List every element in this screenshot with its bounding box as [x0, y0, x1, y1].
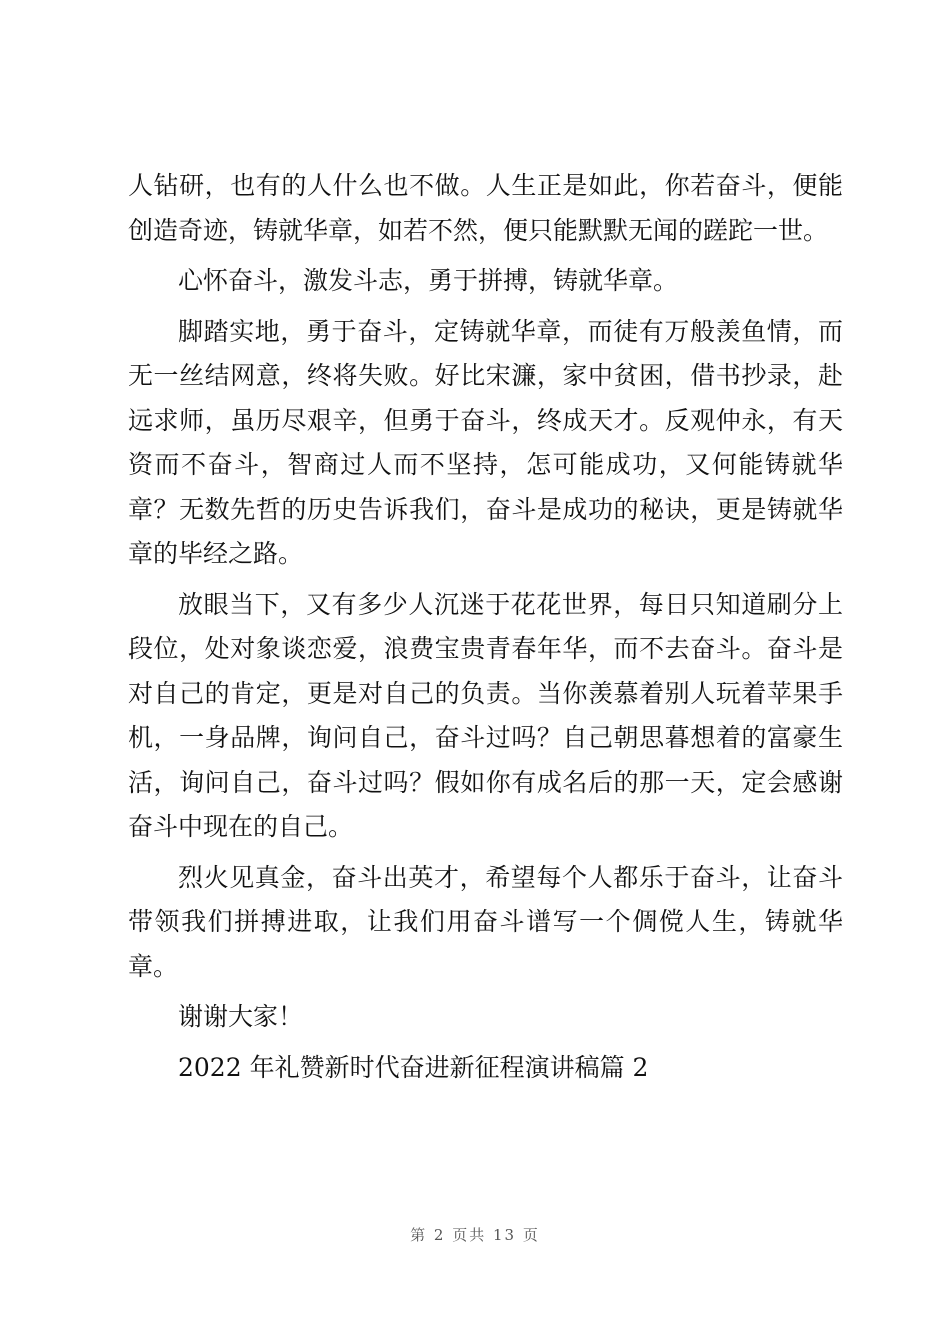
paragraph-conclusion: 烈火见真金，奋斗出英才，希望每个人都乐于奋斗，让奋斗带领我们拼搏进取，让我们用奋斗谱写一个倜傥人生，铸就华章。: [128, 862, 843, 981]
page-number-footer: 第 2 页共 13 页: [410, 1226, 540, 1244]
document-body: [128, 164, 843, 1090]
paragraph-present: 放眼当下，又有多少人沉迷于花花世界，每日只知道刷分上段位，处对象谈恋爱，浪费宝贵青春年华，而不去奋斗。奋斗是对自己的肯定，更是对自己的负责。当你羡慕着别人玩着苹果手机，一身品牌，询问自己，奋斗过吗？自己朝思暮想着的富豪生活，询问自己，奋斗过吗？假如你有成名后的那一天，定会感谢奋斗中现在的自己。: [128, 589, 843, 841]
paragraph-theme: 心怀奋斗，激发斗志，勇于拼搏，铸就华章。: [178, 266, 679, 295]
paragraph-examples: 脚踏实地，勇于奋斗，定铸就华章，而徒有万般羡鱼情，而无一丝结网意，终将失败。好比宋濂，家中贫困，借书抄录，赴远求师，虽历尽艰辛，但勇于奋斗，终成天才。反观仲永，有天资而不奋斗，智商过人而不坚持，怎可能成功，又何能铸就华章？无数先哲的历史告诉我们，奋斗是成功的秘诀，更是铸就华章的毕经之路。: [128, 316, 843, 568]
paragraph-continuation: 人钻研，也有的人什么也不做。人生正是如此，你若奋斗，便能创造奇迹，铸就华章，如若不然，便只能默默无闻的蹉跎一世。: [128, 171, 843, 245]
paragraph-thanks: 谢谢大家！: [178, 1002, 304, 1031]
section-heading: 2022 年礼赞新时代奋进新征程演讲稿篇 2: [178, 1052, 649, 1082]
